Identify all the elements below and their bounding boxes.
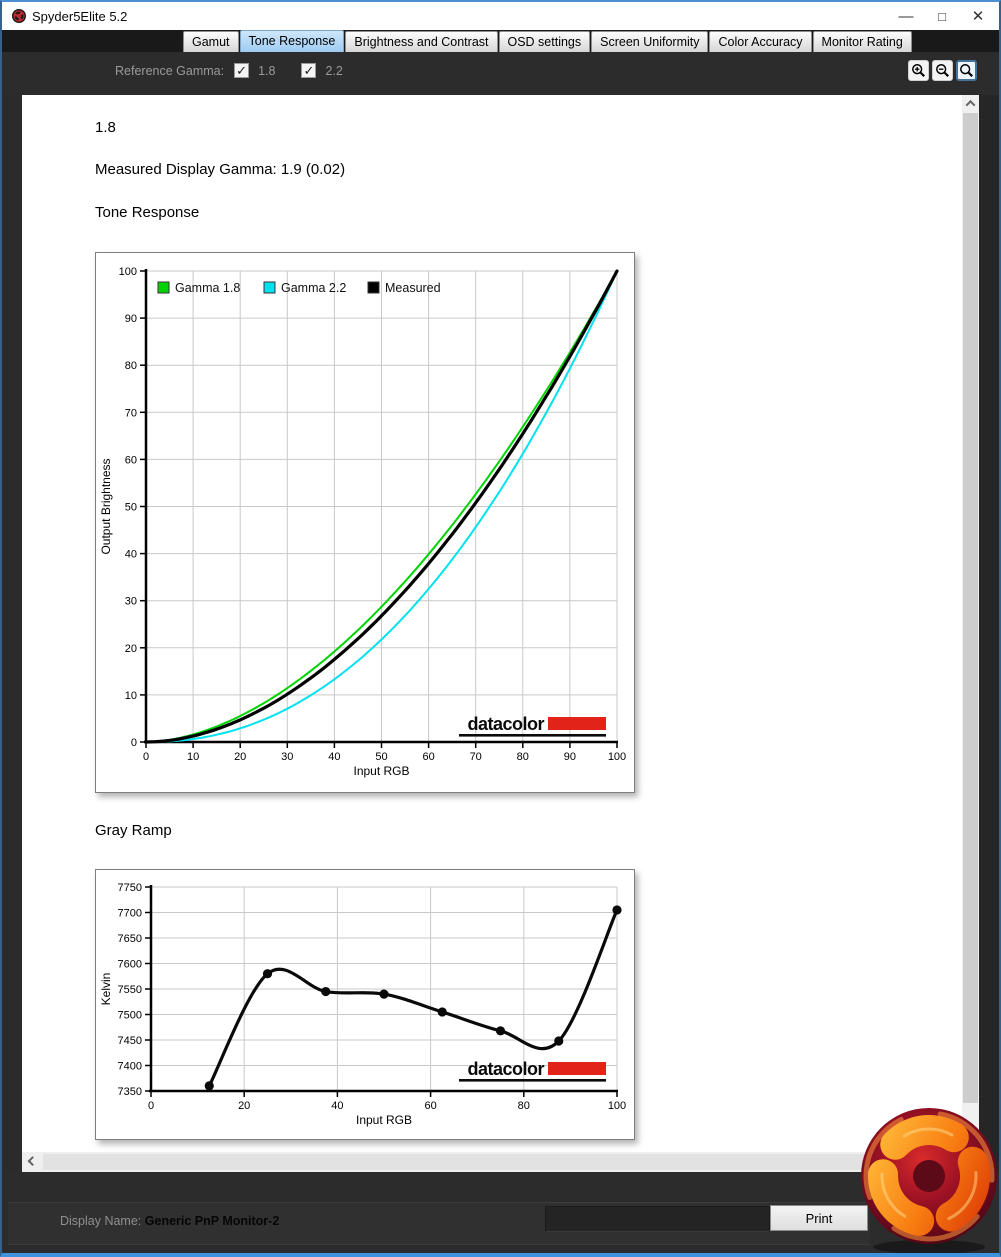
svg-text:7700: 7700 [117,907,142,920]
display-name [60,1214,279,1228]
svg-text:20: 20 [234,751,247,763]
svg-text:30: 30 [281,751,294,763]
display-name-value: Generic PnP Monitor-2 [144,1214,280,1228]
svg-text:100: 100 [607,1100,627,1112]
svg-text:datacolor: datacolor [467,1059,544,1079]
reference-gamma-option [301,63,342,78]
reference-gamma-option [234,63,275,78]
tab-screen-uniformity[interactable]: Screen Uniformity [591,31,708,52]
zoom-button-group [908,60,977,81]
svg-text:Kelvin: Kelvin [99,972,113,1006]
scroll-left-button[interactable] [22,1152,42,1172]
svg-text:Input RGB: Input RGB [353,764,410,778]
print-button[interactable]: Print [770,1205,868,1231]
svg-text:Gamma 1.8: Gamma 1.8 [175,281,241,295]
svg-text:80: 80 [124,360,137,373]
svg-text:50: 50 [124,501,137,514]
tab-band [2,30,999,52]
vertical-scrollbar[interactable] [962,95,979,1152]
svg-text:60: 60 [124,454,137,467]
checkbox-label: 1.8 [258,63,276,78]
tab-bar [183,30,913,52]
svg-text:80: 80 [517,1100,530,1112]
svg-text:20: 20 [124,642,137,655]
window-title: Spyder5Elite 5.2 [32,9,128,24]
zoom-out-icon [935,63,950,78]
svg-text:7500: 7500 [117,1009,142,1022]
svg-text:7450: 7450 [117,1035,142,1047]
zoom-in-icon [911,63,926,78]
svg-text:7600: 7600 [117,958,142,971]
svg-text:datacolor: datacolor [467,714,544,734]
horizontal-scroll-thumb[interactable] [43,1154,940,1170]
svg-text:100: 100 [607,751,627,763]
measured-gamma-line: Measured Display Gamma: 1.9 (0.02) [95,161,346,178]
reference-gamma-group [115,63,369,78]
svg-text:70: 70 [469,751,482,763]
svg-text:40: 40 [328,751,341,763]
svg-text:60: 60 [422,751,435,763]
gamma-value-heading: 1.8 [95,119,116,136]
checkbox-2.2[interactable]: ✓ [301,63,316,78]
zoom-out-button[interactable] [932,60,953,81]
tone-response-chart [95,252,635,793]
zoom-in-button[interactable] [908,60,929,81]
close-button[interactable]: ✕ [971,8,985,25]
svg-text:Output Brightness: Output Brightness [99,458,113,555]
svg-text:Input RGB: Input RGB [355,1113,413,1127]
svg-text:7650: 7650 [117,933,142,945]
title-bar [2,2,999,30]
svg-text:90: 90 [124,313,137,326]
gray-ramp-chart [95,869,635,1140]
svg-text:10: 10 [124,689,137,702]
zoom-reset-button[interactable] [956,60,977,81]
checkbox-label: 2.2 [325,63,343,78]
svg-text:90: 90 [563,751,577,763]
vertical-scroll-thumb[interactable] [963,113,978,1103]
minimize-button[interactable]: — [898,7,914,25]
spyder-app-icon [11,8,27,24]
checkbox-1.8[interactable]: ✓ [234,63,249,78]
svg-text:Measured: Measured [385,281,441,295]
tab-brightness-and-contrast[interactable]: Brightness and Contrast [345,31,497,52]
horizontal-scrollbar[interactable] [22,1152,962,1172]
svg-text:80: 80 [516,751,529,763]
svg-text:0: 0 [130,737,137,749]
svg-text:7350: 7350 [117,1086,142,1098]
svg-text:100: 100 [118,266,137,278]
tab-tone-response[interactable]: Tone Response [240,30,345,52]
tab-color-accuracy[interactable]: Color Accuracy [709,31,811,52]
tone-response-heading: Tone Response [95,204,200,221]
zoom-reset-icon [959,63,974,78]
gray-ramp-heading: Gray Ramp [95,822,172,839]
svg-text:10: 10 [186,751,200,763]
svg-text:50: 50 [375,751,388,763]
svg-text:0: 0 [142,751,150,763]
datacolor-spyder-logo [858,1102,1000,1254]
status-field [545,1206,770,1232]
svg-text:Gamma 2.2: Gamma 2.2 [281,281,347,295]
status-bar [2,1172,999,1253]
chevron-up-icon [966,100,976,110]
svg-text:0: 0 [147,1100,155,1112]
chevron-left-icon [27,1156,37,1166]
svg-text:70: 70 [124,407,137,420]
svg-text:60: 60 [424,1100,437,1112]
svg-text:40: 40 [331,1100,344,1112]
svg-text:7400: 7400 [117,1060,142,1073]
toolbar [2,52,999,95]
scroll-up-button[interactable] [962,95,979,112]
svg-text:40: 40 [124,548,137,561]
svg-text:7750: 7750 [117,882,142,894]
report-panel [22,95,962,1172]
maximize-button[interactable]: □ [938,8,946,24]
svg-text:20: 20 [238,1100,251,1112]
svg-text:30: 30 [124,595,137,608]
svg-text:7550: 7550 [117,984,142,996]
panel-right-gutter [979,95,999,1172]
reference-gamma-label: Reference Gamma: [115,63,225,78]
display-name-label: Display Name: [60,1214,142,1228]
tab-gamut[interactable]: Gamut [183,31,239,52]
tab-osd-settings[interactable]: OSD settings [499,31,591,52]
tab-monitor-rating[interactable]: Monitor Rating [813,31,912,52]
